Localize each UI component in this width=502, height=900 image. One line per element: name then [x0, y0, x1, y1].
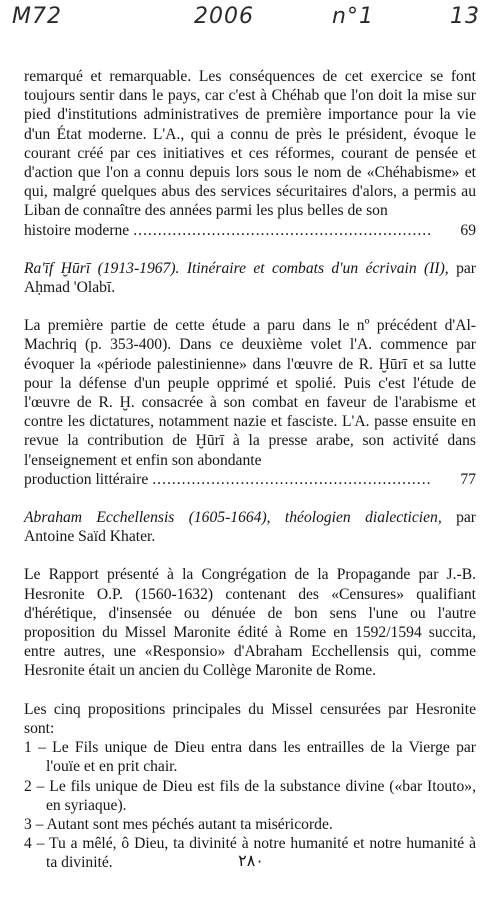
proposition-item: 4 – Tu a mêlé, ô Dieu, ta divinité à notre humanité et notre humanité à ta divinité. — [24, 835, 476, 872]
handwritten-note-left: M72 — [12, 4, 62, 29]
entry-1-last-text: histoire moderne — [24, 221, 130, 239]
propositions-intro: Les cinq propositions principales du Missel censurées par Hesronite sont: — [24, 700, 476, 737]
entry-3-author: par Antoine Saïd Khater. — [24, 509, 477, 546]
entry-1-last-line — [24, 221, 476, 240]
proposition-item: 3 – Autant sont mes péchés autant ta miséricorde. — [24, 815, 333, 833]
entry-2-page-number: 77 — [460, 470, 476, 488]
handwritten-note-year: 2006 — [194, 4, 254, 29]
leader-dots — [152, 470, 432, 489]
page-folio: ٢٨٠ — [238, 851, 264, 870]
entry-1-page-number: 69 — [460, 221, 476, 239]
entry-2-last-line — [24, 470, 476, 489]
handwritten-note-number: n°1 — [332, 4, 374, 29]
proposition-item: 2 – Le fils unique de Dieu est fils de la substance divine («bar Itouto», en syriaque). — [24, 777, 476, 814]
entry-2-last-text: production littéraire — [24, 470, 149, 488]
proposition-item: 1 – Le Fils unique de Dieu entra dans les entrailles de la Vierge par l'ouïe et en prit chair. — [24, 739, 476, 776]
text-column — [24, 67, 476, 873]
entry-3-title: Abraham Ecchellensis (1605-1664), théologien dialecticien, — [24, 509, 442, 527]
entry-2-author: par Aḥmad 'Olabī. — [24, 259, 476, 297]
handwritten-note-page: 13 — [450, 4, 480, 29]
rapport-paragraph: Le Rapport présenté à la Congrégation de la Propagande par J.-B. Hesronite O.P. (1560-1632) contenant des «Censures» qualifiant d'hérétique, d'insensée ou dénuée de bon sens l'une ou l'autre proposition du Missel Maronite édité à Rome en 1592/1594 succita, entre autres, une «Responsio» d'Abraham Ecchellensis qui, comme Hesronite était un ancien du Collège Maronite de Rome. — [24, 566, 476, 680]
entry-1-paragraph: remarqué et remarquable. Les conséquences de cet exercice se font toujours sentir dans le pays, car c'est à Chéhab que l'on doit la mise sur pied d'institutions administratives de première importance pour la vie d'un État moderne. L'A., qui a connu de près le président, évoque le courant créé par ces initiatives et ces réformes, courant de pensée et d'action que l'on a connu depuis lors sous le nom de «Chéhabisme» et qui, malgré quelques abus des services sécuritaires d'alors, a permis au Liban de connaître des années parmi les plus belles de son — [24, 68, 476, 220]
entry-2-title: Ra'īf Ḫūrī (1913-1967). Itinéraire et combats d'un écrivain (II), — [24, 259, 449, 277]
leader-dots — [133, 221, 432, 240]
entry-2-paragraph: La première partie de cette étude a paru dans le nº précédent d'Al-Machriq (p. 353-400). Dans ce deuxième volet l'A. commence par évoquer la «période palestinienne» dans l'œuvre de R. Ḫūrī et sa lutte pour la défense d'un peuple opprimé et spolié. Puis c'est l'étude de l'œuvre de R. Ḫ. consacrée à son combat en faveur de l'arabisme et contre les dictatures, notamment nazie et fasciste. L'A. passe ensuite en revue la contribution de Ḫūrī à la presse arabe, son activité dans l'enseignement et enfin son abondante — [24, 317, 476, 469]
entry-3-heading — [24, 508, 476, 546]
entry-2-heading — [24, 259, 476, 297]
